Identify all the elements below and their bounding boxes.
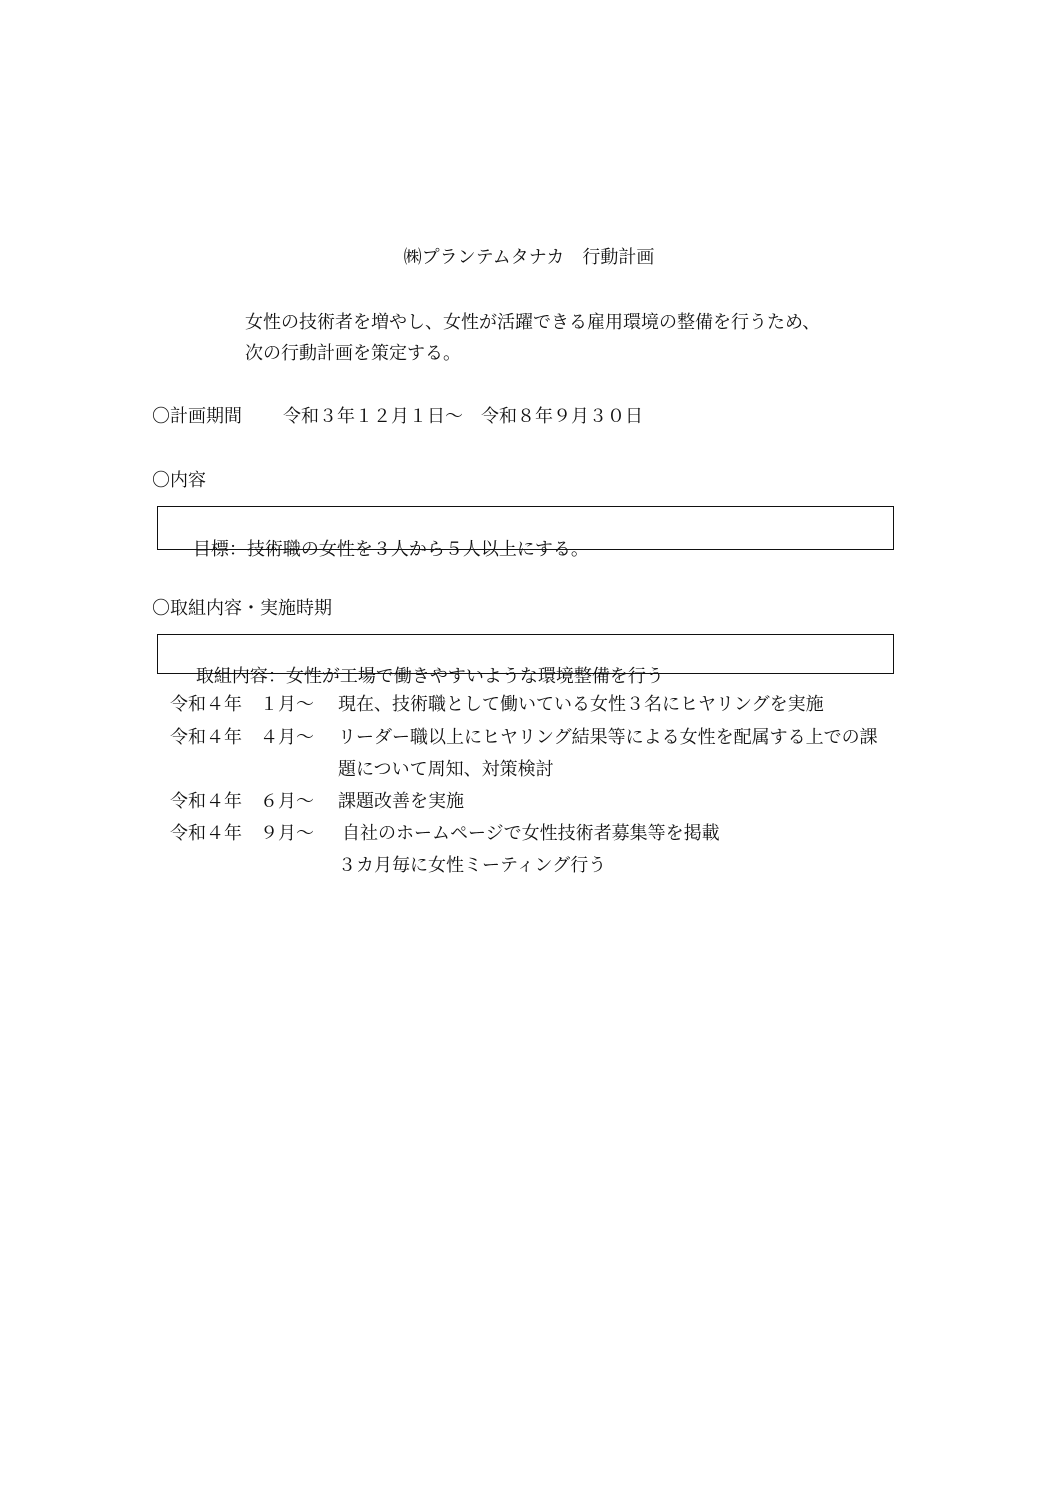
schedule-text: 課題改善を実施 [338,791,464,812]
schedule-date: 令和４年 １月～ [170,694,314,715]
schedule-text: 題について周知、対策検討 [338,759,554,780]
actions-box [157,634,894,687]
schedule-date: 令和４年 ４月～ [170,727,314,748]
period-label: 〇計画期間 [152,406,242,427]
schedule-text: 自社のホームページで女性技術者募集等を掲載 [342,823,720,844]
page-title: ㈱プランテムタナカ 行動計画 [403,247,655,268]
schedule-text: ３カ月毎に女性ミーティング行う [338,855,607,876]
schedule-row-4-cont [170,854,607,926]
schedule-text: リーダー職以上にヒヤリング結果等による女性を配属する上での課 [338,727,878,748]
goal-text: 目標：技術職の女性を３人から５人以上にする。 [192,539,589,560]
actions-box-text: 取組内容：女性が工場で働きやすいような環境整備を行う [195,666,664,687]
intro-line-1: 女性の技術者を増やし、女性が活躍できる雇用環境の整備を行うため、 [245,312,821,333]
schedule-text: 現在、技術職として働いている女性３名にヒヤリングを実施 [338,694,824,715]
schedule-date: 令和４年 ９月～ [170,823,314,844]
actions-heading: 〇取組内容・実施時期 [152,598,332,619]
period-value: 令和３年１２月１日～ 令和８年９月３０日 [283,406,643,427]
content-heading: 〇内容 [152,470,206,491]
goal-box [157,506,894,560]
intro-line-2: 次の行動計画を策定する。 [245,343,461,364]
schedule-date: 令和４年 ６月～ [170,791,314,812]
